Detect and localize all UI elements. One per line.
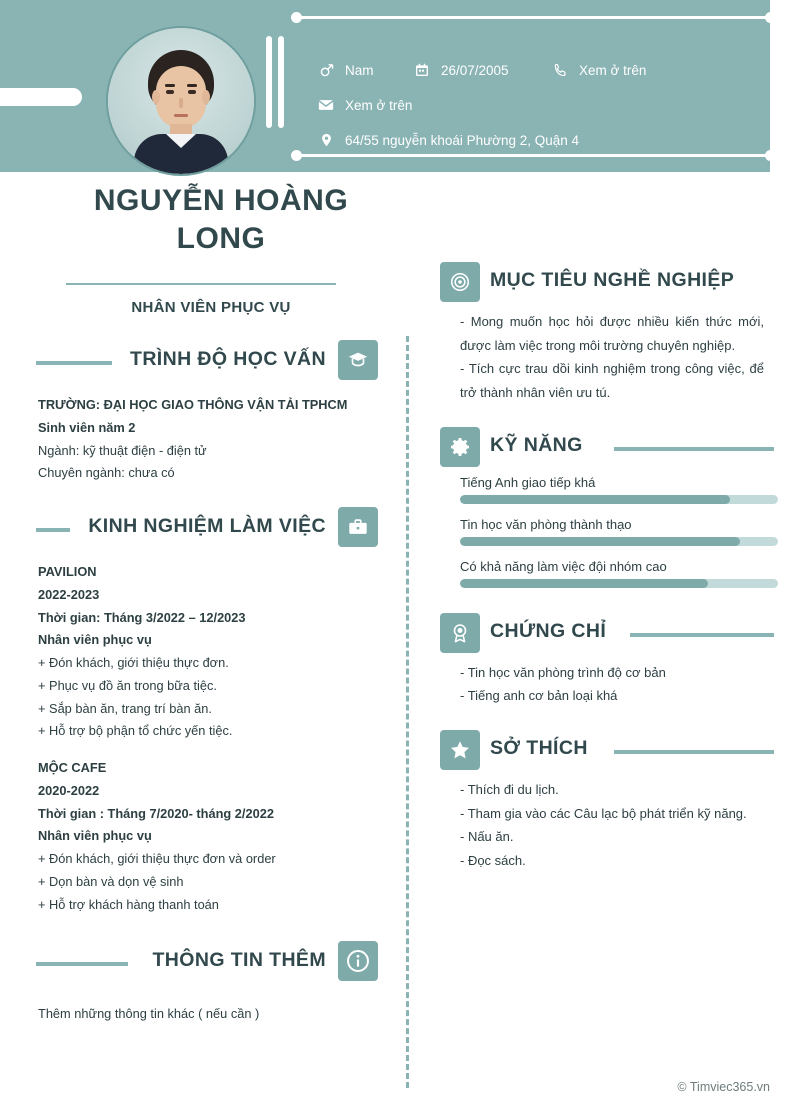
section-bar	[36, 962, 128, 966]
star-icon	[440, 730, 480, 770]
header-divider-bar-2	[278, 36, 284, 128]
certificate-item: - Tiếng anh cơ bản loại khá	[460, 688, 618, 704]
header-dot-bottom-right	[765, 150, 776, 161]
section-bar	[36, 361, 112, 365]
name-rule	[66, 283, 336, 285]
skill-bar-fill	[460, 579, 708, 588]
name-block	[36, 182, 396, 257]
column-separator	[406, 336, 409, 1088]
section-title-more-info: THÔNG TIN THÊM	[152, 948, 326, 971]
job-line: + Đón khách, giới thiệu thực đơn.	[38, 655, 229, 671]
badge-icon	[440, 613, 480, 653]
contact-birthdate	[412, 60, 509, 80]
header-notch	[0, 88, 82, 106]
section-title-interests: SỞ THÍCH	[490, 736, 588, 759]
job-line: + Dọn bàn và dọn vệ sinh	[38, 874, 184, 890]
job-line: 2020-2022	[38, 782, 100, 798]
section-bar	[614, 750, 774, 754]
job-line: Nhân viên phục vụ	[38, 632, 152, 648]
info-icon	[338, 941, 378, 981]
job-line: + Phục vụ đồ ăn trong bữa tiệc.	[38, 677, 217, 693]
skill-bar-track	[460, 537, 778, 546]
right-column	[418, 262, 800, 873]
interest-item: - Tham gia vào các Câu lạc bộ phát triển kỹ năng.	[460, 805, 747, 821]
skill-item	[418, 559, 800, 588]
section-bar	[614, 447, 774, 451]
section-bar	[36, 528, 70, 532]
job-line: + Hỗ trợ khách hàng thanh toán	[38, 896, 219, 912]
target-icon	[440, 262, 480, 302]
certificate-item: - Tin học văn phòng trình độ cơ bản	[460, 664, 666, 680]
contact-email-text: Xem ở trên	[345, 97, 413, 113]
section-title-skills: KỸ NĂNG	[490, 433, 583, 456]
education-line: Chuyên ngành: chưa có	[38, 465, 175, 481]
section-header-more-info	[0, 941, 392, 987]
job-line: Thời gian : Tháng 7/2020- tháng 2/2022	[38, 805, 274, 821]
job-line: Nhân viên phục vụ	[38, 828, 152, 844]
skill-bar-track	[460, 579, 778, 588]
job-line: + Hỗ trợ bộ phận tổ chức yến tiệc.	[38, 723, 233, 739]
skill-label: Tin học văn phòng thành thạo	[460, 516, 632, 532]
briefcase-icon	[338, 507, 378, 547]
contact-email	[316, 95, 412, 115]
section-title-objective: MỤC TIÊU NGHỀ NGHIỆP	[490, 269, 735, 291]
section-header-interests	[418, 730, 800, 772]
objective-body	[418, 310, 800, 405]
contact-phone	[550, 60, 646, 80]
job-line: 2022-2023	[38, 586, 100, 602]
page-title: NGUYỄN HOÀNG LONG	[93, 184, 349, 255]
interest-item: - Nấu ăn.	[460, 829, 514, 845]
skill-item	[418, 475, 800, 504]
phone-icon	[550, 60, 570, 80]
section-bar	[630, 633, 774, 637]
skill-bar-track	[460, 495, 778, 504]
skill-bar-fill	[460, 495, 730, 504]
section-header-education	[0, 340, 392, 386]
section-header-experience	[0, 507, 392, 553]
job-line: Thời gian: Tháng 3/2022 – 12/2023	[38, 609, 246, 625]
objective-paragraph: - Tích cực trau dồi kinh nghiệm trong công việc, để trở thành nhân viên ưu tú.	[460, 361, 764, 400]
more-info-body	[0, 995, 392, 1026]
mail-icon	[316, 95, 336, 115]
left-column	[0, 340, 392, 1025]
gear-icon	[440, 427, 480, 467]
skill-item	[418, 517, 800, 546]
skill-bar-fill	[460, 537, 740, 546]
section-title-certificates: CHỨNG CHỈ	[490, 619, 607, 642]
experience-job-1	[0, 561, 392, 743]
job-title: NHÂN VIÊN PHỤC VỤ	[131, 299, 291, 316]
graduation-cap-icon	[338, 340, 378, 380]
section-title-education: TRÌNH ĐỘ HỌC VẤN	[130, 348, 326, 370]
objective-paragraph: - Mong muốn học hỏi được nhiều kiến thức mới, được làm việc trong môi trường chuyên nghiệp.	[460, 314, 764, 353]
section-header-certificates	[418, 613, 800, 655]
location-icon	[316, 130, 336, 150]
header-dot-top-left	[291, 12, 302, 23]
avatar	[106, 26, 256, 176]
contact-gender	[316, 60, 374, 80]
contact-gender-text: Nam	[345, 62, 374, 78]
footer-credit: © Timviec365.vn	[677, 1080, 770, 1094]
education-body	[0, 394, 392, 485]
header-dot-bottom-left	[291, 150, 302, 161]
interest-item: - Thích đi du lịch.	[460, 781, 559, 797]
education-line: Ngành: kỹ thuật điện - điện tử	[38, 442, 207, 458]
avatar-photo	[108, 28, 254, 174]
education-line: TRƯỜNG: ĐẠI HỌC GIAO THÔNG VẬN TẢI TPHCM	[38, 397, 348, 412]
more-info-line: Thêm những thông tin khác ( nếu cần )	[38, 1005, 260, 1021]
header-divider-bar-1	[266, 36, 272, 128]
education-line: Sinh viên năm 2	[38, 419, 136, 435]
contact-address	[316, 130, 579, 150]
section-title-experience: KINH NGHIỆM LÀM VIỆC	[88, 515, 326, 538]
skill-label: Có khả năng làm việc đội nhóm cao	[460, 558, 667, 574]
job-line: MỘC CAFE	[38, 760, 107, 776]
job-line: + Sắp bàn ăn, trang trí bàn ăn.	[38, 700, 212, 716]
interest-item: - Đọc sách.	[460, 852, 526, 868]
gender-icon	[316, 60, 336, 80]
job-line: PAVILION	[38, 564, 97, 580]
job-line: + Đón khách, giới thiệu thực đơn và order	[38, 851, 276, 867]
interests-body	[418, 778, 800, 873]
skill-label: Tiếng Anh giao tiếp khá	[460, 474, 596, 490]
contact-phone-text: Xem ở trên	[579, 62, 647, 78]
section-header-skills	[418, 427, 800, 469]
header-bottom-rule	[296, 154, 770, 157]
header-right-margin	[770, 0, 800, 172]
contact-address-text: 64/55 nguyễn khoái Phường 2, Quận 4	[345, 132, 580, 148]
header-top-rule	[296, 16, 770, 19]
certificates-body	[418, 661, 800, 708]
section-header-objective	[418, 262, 800, 304]
calendar-icon	[412, 60, 432, 80]
experience-job-2	[0, 757, 392, 916]
header-dot-top-right	[765, 12, 776, 23]
contact-birthdate-text: 26/07/2005	[441, 62, 509, 78]
